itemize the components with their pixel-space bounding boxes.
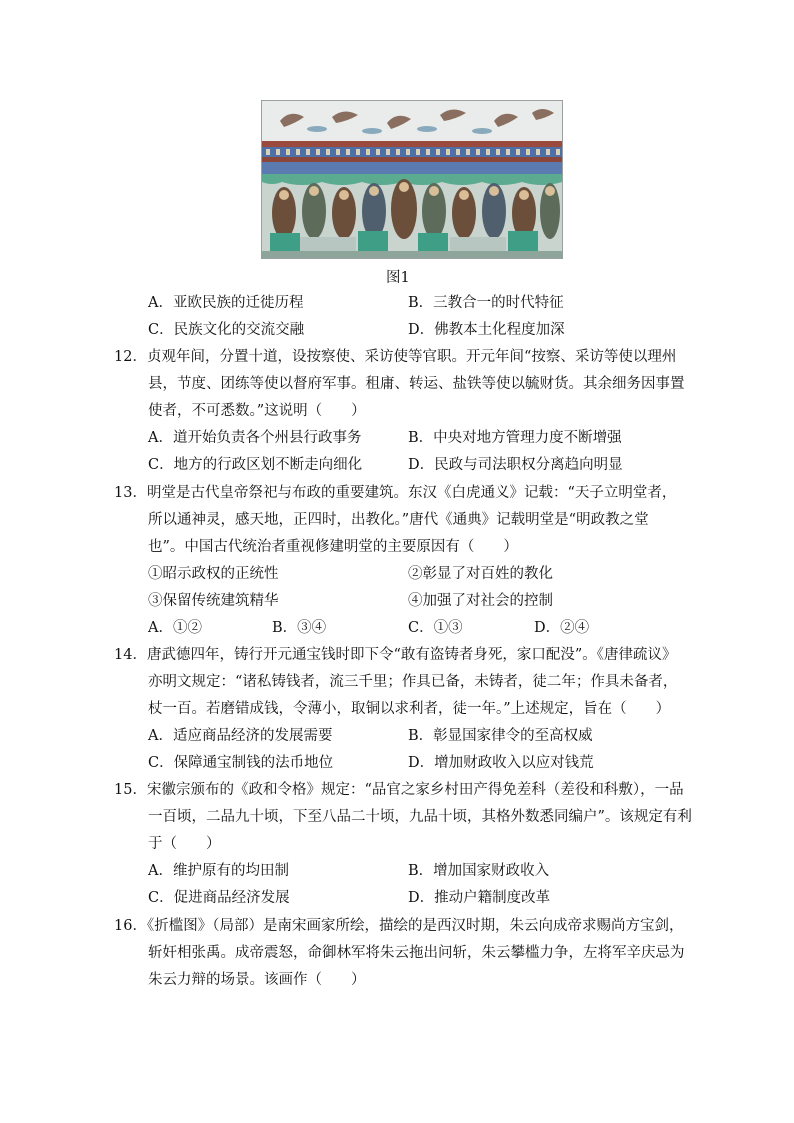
q11-option-c: C．民族文化的交流交融 [148,322,305,338]
q13-option-d: D．②④ [534,620,590,636]
q13-option-b: B．③④ [272,620,327,636]
q12-stem-line-2: 县，节度、团练等使以督府军事。租庸、转运、盐铁等使以毓财货。其余细务因事置 [148,376,685,392]
q11-option-a: A．亚欧民族的迁徙历程 [148,295,304,311]
q16-stem-line-2: 斩奸相张禹。成帝震怒，命御林军将朱云拖出问斩，朱云攀槛力争，左将军辛庆忌为 [148,945,685,961]
q15-option-d: D．推动户籍制度改革 [408,890,551,906]
q14-stem-line-2: 亦明文规定：“诸私铸钱者，流三千里；作具已备，未铸者，徒二年；作具未备者， [148,674,678,690]
q13-option-a: A．①② [148,620,202,636]
q12-option-c: C．地方的行政区划不断走向细化 [148,457,363,473]
q12-option-d: D．民政与司法职权分离趋向明显 [408,457,623,473]
q15-option-a: A．维护原有的均田制 [148,863,289,879]
q14-option-a: A．适应商品经济的发展需要 [148,728,333,744]
mural-image [261,100,563,259]
q13-item-1: ①昭示政权的正统性 [148,566,279,582]
q15-stem-line-3: 于（ ） [148,836,221,852]
q15-option-c: C．促进商品经济发展 [148,890,290,906]
q15-stem-line-2: 一百顷，二品九十顷，下至八品二十顷，九品十顷，其格外数悉同编户”。该规定有利 [148,809,692,825]
q13-item-2: ②彰显了对百姓的教化 [408,566,553,582]
q14-option-b: B．彰显国家律令的至高权威 [408,728,593,744]
q13-stem-line-2: 所以通神灵，感天地，正四时，出教化。”唐代《通典》记载明堂是“明政教之堂 [148,512,649,528]
figure-caption: 图1 [386,270,410,286]
q13-item-3: ③保留传统建筑精华 [148,593,279,609]
q15-option-b: B．增加国家财政收入 [408,863,550,879]
q14-stem-line-1: 14．唐武德四年，铸行开元通宝钱时即下令“敢有盗铸者身死，家口配没”。《唐律疏议》 [114,647,677,663]
q16-stem-line-3: 朱云力辩的场景。该画作（ ） [148,972,366,988]
q14-option-c: C．保障通宝制钱的法币地位 [148,755,334,771]
q13-item-4: ④加强了对社会的控制 [408,593,553,609]
q12-stem-line-3: 使者，不可悉数。”这说明（ ） [148,403,366,419]
mural-illustration [262,101,562,258]
q11-option-d: D．佛教本土化程度加深 [408,322,565,338]
q14-option-d: D．增加财政收入以应对钱荒 [408,755,594,771]
q14-stem-line-3: 杖一百。若磨错成钱，令薄小，取铜以求利者，徒一年。”上述规定，旨在（ ） [148,701,671,717]
q12-option-b: B．中央对地方管理力度不断增强 [408,430,622,446]
q12-option-a: A．道开始负责各个州县行政事务 [148,430,362,446]
q12-stem-line-1: 12．贞观年间，分置十道，设按察使、采访使等官职。开元年间“按察、采访等使以理州 [114,349,677,365]
q16-stem-line-1: 16．《折槛图》（局部）是南宋画家所绘，描绘的是西汉时期，朱云向成帝求赐尚方宝剑， [114,918,684,934]
q11-option-b: B．三教合一的时代特征 [408,295,564,311]
q13-option-c: C．①③ [408,620,463,636]
q15-stem-line-1: 15．宋徽宗颁布的《政和令格》规定：“品官之家乡村田产得免差科（差役和科敷），一品 [114,782,684,798]
q13-stem-line-1: 13．明堂是古代皇帝祭祀与布政的重要建筑。东汉《白虎通义》记载：“天子立明堂者， [114,485,677,501]
q13-stem-line-3: 也”。中国古代统治者重视修建明堂的主要原因有（ ） [148,539,518,555]
